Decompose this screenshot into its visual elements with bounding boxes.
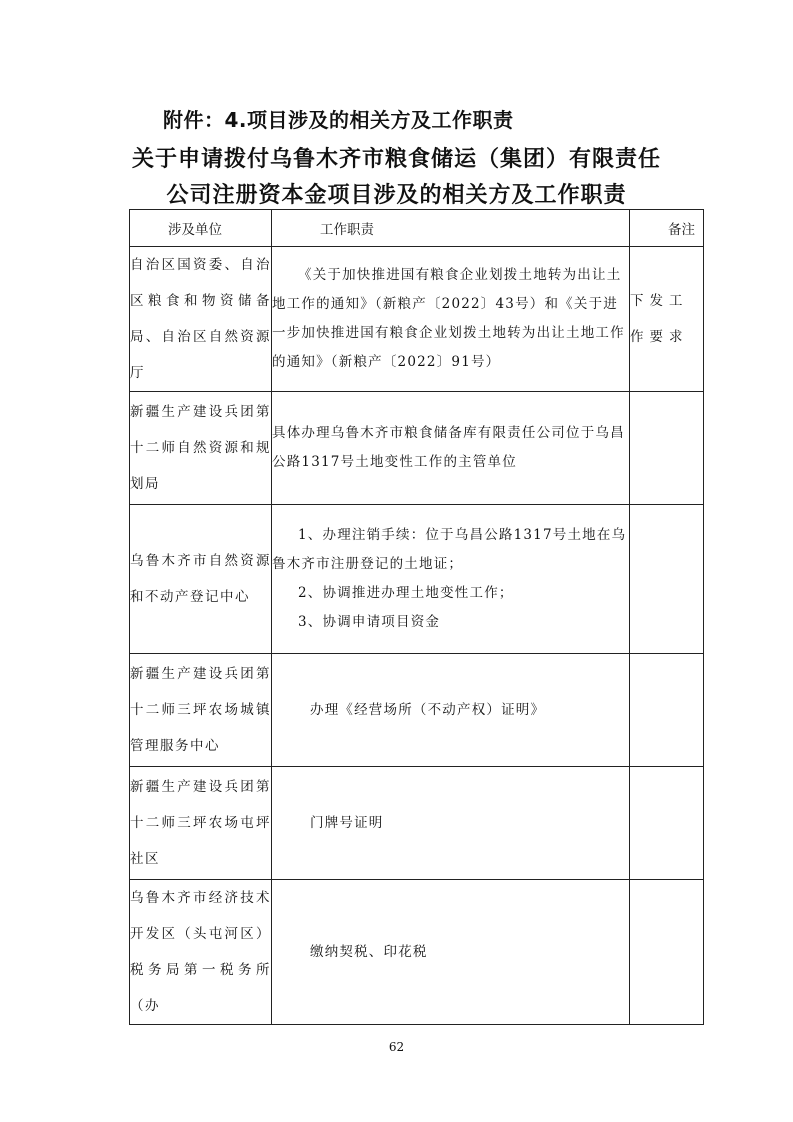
duty-item: 1、办理注销手续：位于乌昌公路1317号土地在乌鲁木齐市注册登记的土地证； <box>272 527 627 572</box>
table-row <box>130 392 704 505</box>
header-cell-remark: 备注 <box>630 210 704 247</box>
document-title-line-2: 公司注册资本金项目涉及的相关方及工作职责 <box>166 183 627 208</box>
header-cell-unit: 涉及单位 <box>130 210 272 247</box>
remark-cell <box>630 654 704 767</box>
table-row <box>130 880 704 1025</box>
duty-text: 办理《经营场所（不动产权）证明》 <box>310 701 546 718</box>
remark-cell <box>630 392 704 505</box>
duty-cell <box>272 247 630 392</box>
remark-cell <box>630 880 704 1025</box>
table-row <box>130 505 704 654</box>
duty-text: 具体办理乌鲁木齐市粮食储备库有限责任公司位于乌昌公路1317号土地变性工作的主管单位 <box>272 425 625 470</box>
duty-cell <box>272 880 630 1025</box>
unit-cell: 乌鲁木齐市自然资源和不动产登记中心 <box>130 505 272 654</box>
page-number: 62 <box>388 1040 405 1054</box>
duty-text: 缴纳契税、印花税 <box>310 943 428 960</box>
duty-item: 3、协调申请项目资金 <box>298 614 441 630</box>
table-row <box>130 654 704 767</box>
document-title-line-1: 关于申请拨付乌鲁木齐市粮食储运（集团）有限责任 <box>131 147 661 172</box>
table-header-row <box>130 210 704 247</box>
unit-cell: 新疆生产建设兵团第十二师自然资源和规划局 <box>130 392 272 505</box>
duty-cell <box>272 654 630 767</box>
duty-item: 2、协调推进办理土地变性工作； <box>298 585 514 601</box>
header-cell-duty: 工作职责 <box>272 210 630 247</box>
duty-cell <box>272 505 630 654</box>
remark-cell: 下发工作要求 <box>630 247 704 392</box>
duty-text: 《关于加快推进国有粮食企业划拨土地转为出让土地工作的通知》（新粮产〔2022〕43号）和《关于进一步加快推进国有粮食企业划拨土地转为出让土地工作的通知》（新粮产〔2022〕91号） <box>272 267 625 370</box>
responsibility-table <box>129 209 704 1025</box>
unit-cell: 乌鲁木齐市经济技术开发区（头屯河区）税务局第一税务所（办 <box>130 880 272 1025</box>
remark-cell <box>630 505 704 654</box>
remark-cell <box>630 767 704 880</box>
duty-cell <box>272 767 630 880</box>
attachment-title: 附件：4.项目涉及的相关方及工作职责 <box>163 108 514 132</box>
duty-text: 门牌号证明 <box>310 814 384 831</box>
table-row <box>130 767 704 880</box>
unit-cell: 新疆生产建设兵团第十二师三坪农场城镇管理服务中心 <box>130 654 272 767</box>
unit-cell: 新疆生产建设兵团第十二师三坪农场屯坪社区 <box>130 767 272 880</box>
duty-cell <box>272 392 630 505</box>
unit-cell: 自治区国资委、自治区粮食和物资储备局、自治区自然资源厅 <box>130 247 272 392</box>
table-row <box>130 247 704 392</box>
